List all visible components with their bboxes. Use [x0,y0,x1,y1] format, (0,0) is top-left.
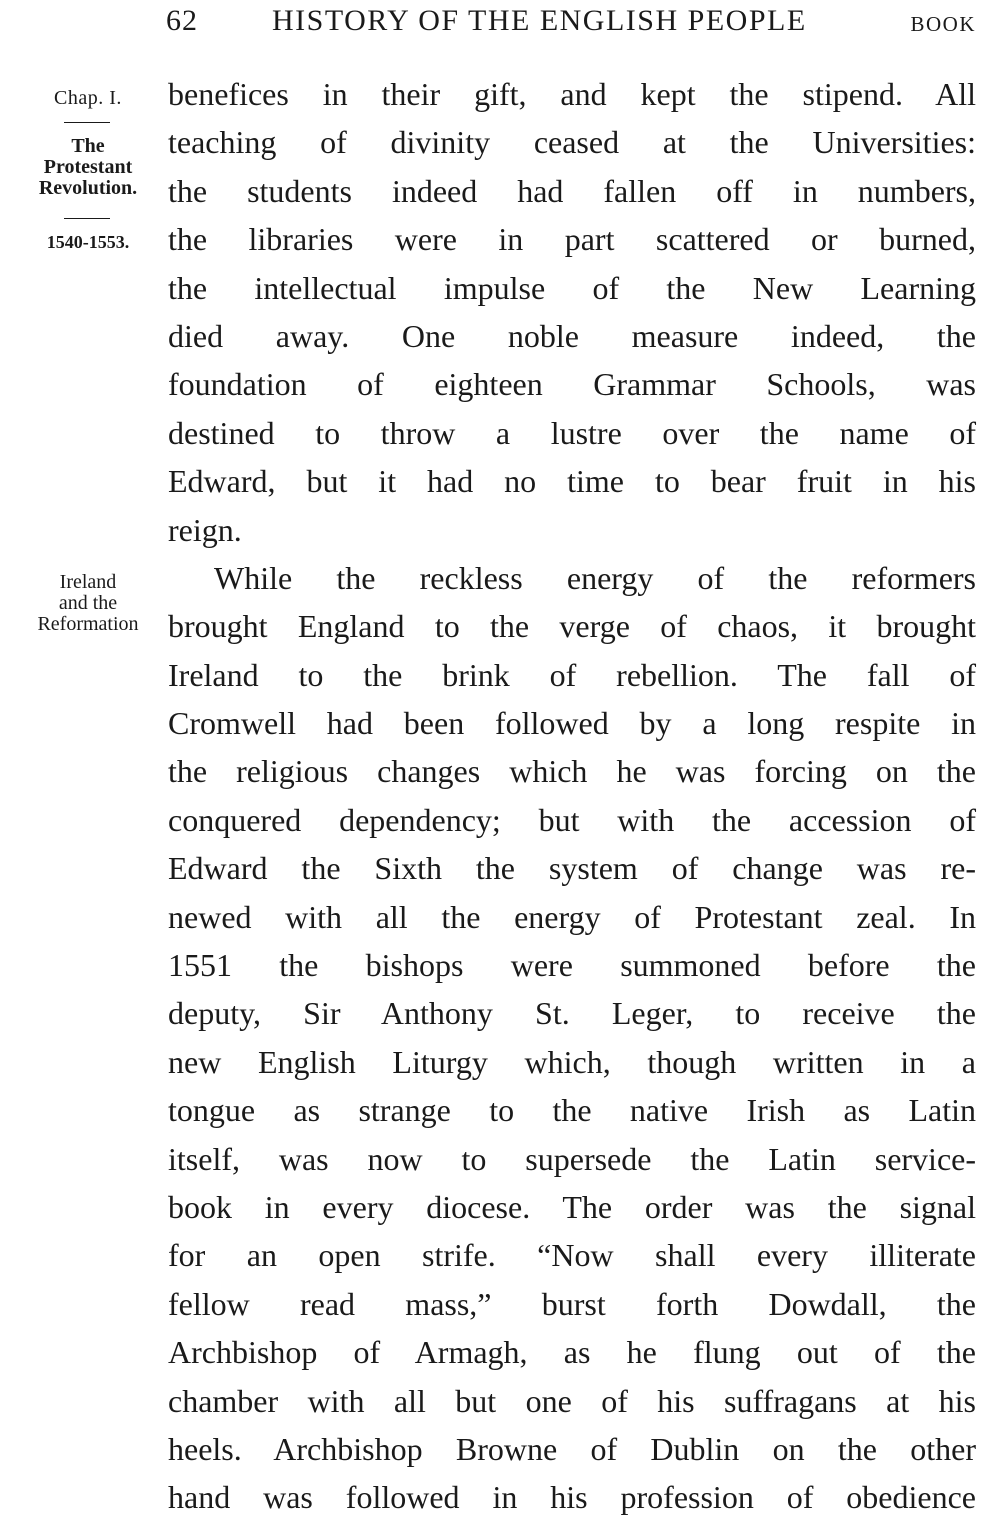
running-header [0,4,1000,44]
sidenote-line: Protestant [43,156,133,178]
text-line: Ireland to the brink of rebellion. The fall of [168,656,976,693]
text-line: the religious changes which he was forcing on the [168,753,976,790]
sidenote-dates: 1540-1553. [46,232,130,252]
page-number: 62 [166,4,198,37]
text-line: newed with all the energy of Protestant zeal. In [168,898,976,935]
sidenote-line: The [71,135,105,157]
text-line: benefices in their gift, and kept the stipend. All [168,76,976,112]
text-line: teaching of divinity ceased at the Universities: [168,124,976,161]
text-line: brought England to the verge of chaos, it brought [168,608,976,645]
running-book-label: BOOK [910,12,976,36]
sidenote-chapter: Chap. I. [54,87,122,109]
text-line: deputy, Sir Anthony St. Leger, to receive the [168,995,976,1032]
sidenote-line: Reformation [37,613,139,635]
text-line: reign. [168,511,242,548]
text-line: book in every diocese. The order was the signal [168,1188,976,1225]
text-line: for an open strife. “Now shall every illiterate [168,1237,976,1274]
sidenote-topic-protestant-revolution [14,136,162,199]
paragraph-start-line: While the reckless energy of the reformers [214,559,976,596]
sidenote-topic-ireland-reformation [14,572,162,635]
text-line: the students indeed had fallen off in numbers, [168,172,976,209]
sidenote-divider [64,218,110,219]
sidenote-divider [64,122,110,123]
text-line: died away. One noble measure indeed, the [168,317,976,354]
sidenote-line: and the [58,592,118,614]
text-line: chamber with all but one of his suffragans at his [168,1382,976,1419]
text-line: foundation of eighteen Grammar Schools, was [168,366,976,403]
text-line: itself, was now to supersede the Latin service- [168,1140,976,1177]
text-line: Cromwell had been followed by a long respite in [168,705,976,742]
text-line: conquered dependency; but with the accession of [168,801,976,838]
text-line: heels. Archbishop Browne of Dublin on the other [168,1430,976,1467]
sidenote-line: Ireland [59,571,117,593]
text-line: Edward the Sixth the system of change was re- [168,850,976,887]
text-line: tongue as strange to the native Irish as Latin [168,1092,976,1129]
body-text [168,70,976,1522]
text-line: fellow read mass,” burst forth Dowdall, the [168,1285,976,1322]
text-line: the libraries were in part scattered or burned, [168,221,976,258]
text-line: new English Liturgy which, though written in a [168,1043,976,1080]
text-line: the intellectual impulse of the New Learning [168,269,976,306]
text-line: 1551 the bishops were summoned before the [168,947,976,984]
text-line: Edward, but it had no time to bear fruit in his [168,463,976,500]
text-line: Archbishop of Armagh, as he flung out of the [168,1334,976,1371]
running-title: HISTORY OF THE ENGLISH PEOPLE [272,4,807,37]
sidenote-line: Revolution. [38,177,138,199]
text-line: destined to throw a lustre over the name of [168,414,976,451]
text-line: hand was followed in his profession of obedience [168,1479,976,1516]
